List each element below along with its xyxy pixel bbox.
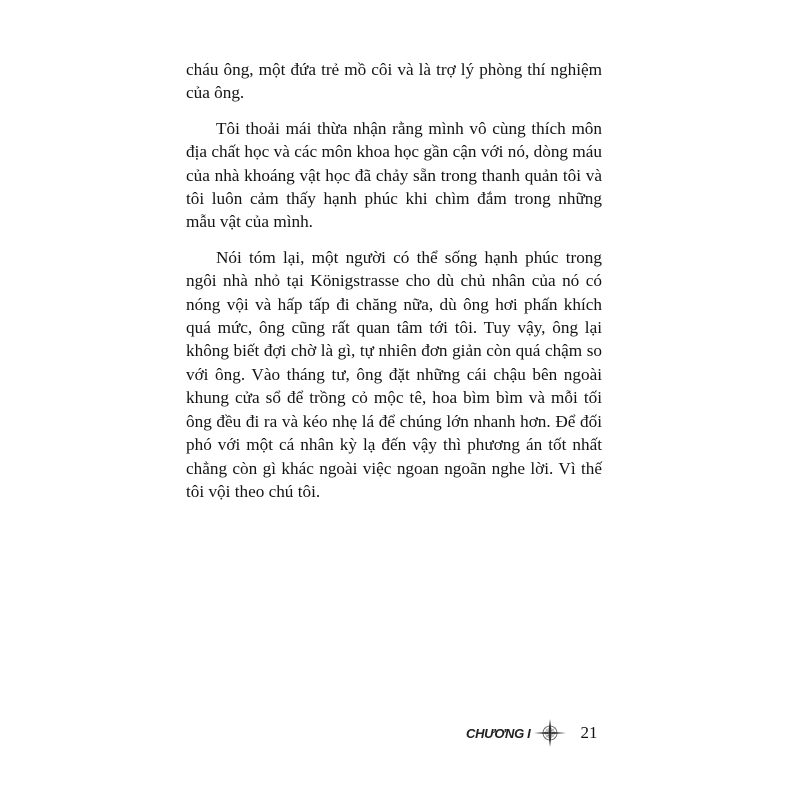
body-text [186,58,602,503]
paragraph-3: Nói tóm lại, một người có thể sống hạnh phúc trong ngôi nhà nhỏ tại Königstrasse cho dù chủ nhân của nó có nóng vội và hấp tấp đi chăng nữa, dù ông hơi phấn khích quá mức, ông cũng rất quan tâm tới tôi. Tuy vậy, ông lại không biết đợi chờ là gì, tự nhiên đơn giản còn quá chậm so với ông. Vào tháng tư, ông đặt những cái chậu bên ngoài khung cửa sổ để trồng cỏ mộc tê, hoa bìm bìm và mỗi tối ông đều đi ra và kéo nhẹ lá để chúng lớn nhanh hơn. Để đối phó với một cá nhân kỳ lạ đến vậy thì phương án tốt nhất chẳng còn gì khác ngoài việc ngoan ngoãn nghe lời. Vì thế tôi vội theo chú tôi. [186,247,602,501]
page-footer [466,718,598,748]
page-number: 21 [580,723,598,742]
compass-rose-icon [533,718,567,748]
paragraph-1: cháu ông, một đứa trẻ mồ côi và là trợ lý phòng thí nghiệm của ông. [186,60,602,103]
chapter-label: CHƯƠNG I [466,725,531,741]
paragraph-2: Tôi thoải mái thừa nhận rằng mình vô cùng thích môn địa chất học và các môn khoa học gần cận với nó, dòng máu của nhà khoáng vật học đã chảy sẵn trong thanh quản tôi và tôi luôn cảm thấy hạnh phúc khi chìm đắm trong những mẫu vật của mình. [186,118,602,232]
